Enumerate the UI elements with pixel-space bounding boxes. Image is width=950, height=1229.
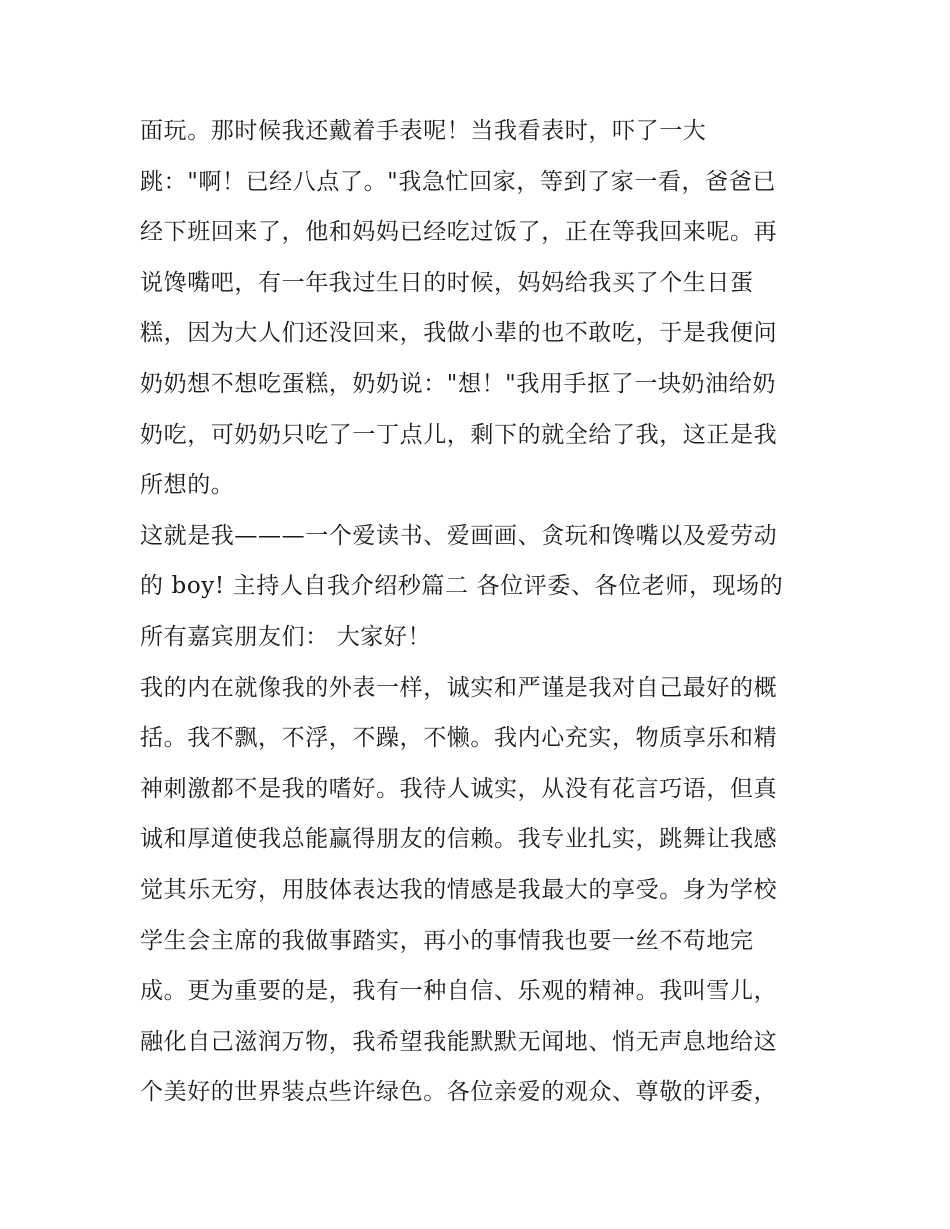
text-line: 跳："啊！已经八点了。"我急忙回家，等到了家一看，爸爸已 (140, 168, 776, 195)
text-line: 神刺激都不是我的嗜好。我待人诚实，从没有花言巧语，但真 (140, 775, 778, 802)
text-line: 个美好的世界装点些许绿色。各位亲爱的观众、尊敬的评委， (140, 1079, 778, 1106)
text-line: 说馋嘴吧，有一年我过生日的时候，妈妈给我买了个生日蛋 (140, 269, 754, 296)
text-line: 奶吃，可奶奶只吃了一丁点儿，剩下的就全给了我，这正是我 (140, 421, 778, 448)
text-line: 的 boy! 主持人自我介绍秒篇二 各位评委、各位老师，现场的 (140, 573, 784, 600)
text-line: 成。更为重要的是，我有一种自信、乐观的精神。我叫雪儿， (140, 978, 778, 1005)
text-line: 诚和厚道使我总能赢得朋友的信赖。我专业扎实，跳舞让我感 (140, 826, 778, 853)
text-line: 觉其乐无穷，用肢体表达我的情感是我最大的享受。身为学校 (140, 876, 778, 903)
text-line: 面玩。那时候我还戴着手表呢！当我看表时，吓了一大 (140, 118, 707, 144)
text-line: 这就是我———一个爱读书、爱画画、贪玩和馋嘴以及爱劳动 (140, 522, 778, 549)
text-line: 所有嘉宾朋友们： 大家好！ (140, 623, 432, 650)
text-line: 所想的。 (140, 472, 235, 499)
text-line: 奶奶想不想吃蛋糕，奶奶说："想！"我用手抠了一块奶油给奶 (140, 370, 776, 397)
text-line: 我的内在就像我的外表一样，诚实和严谨是我对自己最好的概 (140, 674, 778, 701)
text-line: 糕，因为大人们还没回来，我做小辈的也不敢吃，于是我便问 (140, 320, 778, 347)
text-line: 融化自己滋润万物，我希望我能默默无闻地、悄无声息地给这 (140, 1028, 778, 1055)
text-line: 括。我不飘，不浮，不躁，不懒。我内心充实，物质享乐和精 (140, 725, 778, 752)
text-line: 学生会主席的我做事踏实，再小的事情我也要一丝不苟地完 (140, 927, 754, 954)
text-line: 经下班回来了，他和妈妈已经吃过饭了，正在等我回来呢。再 (140, 219, 778, 246)
document-body (140, 106, 820, 1118)
